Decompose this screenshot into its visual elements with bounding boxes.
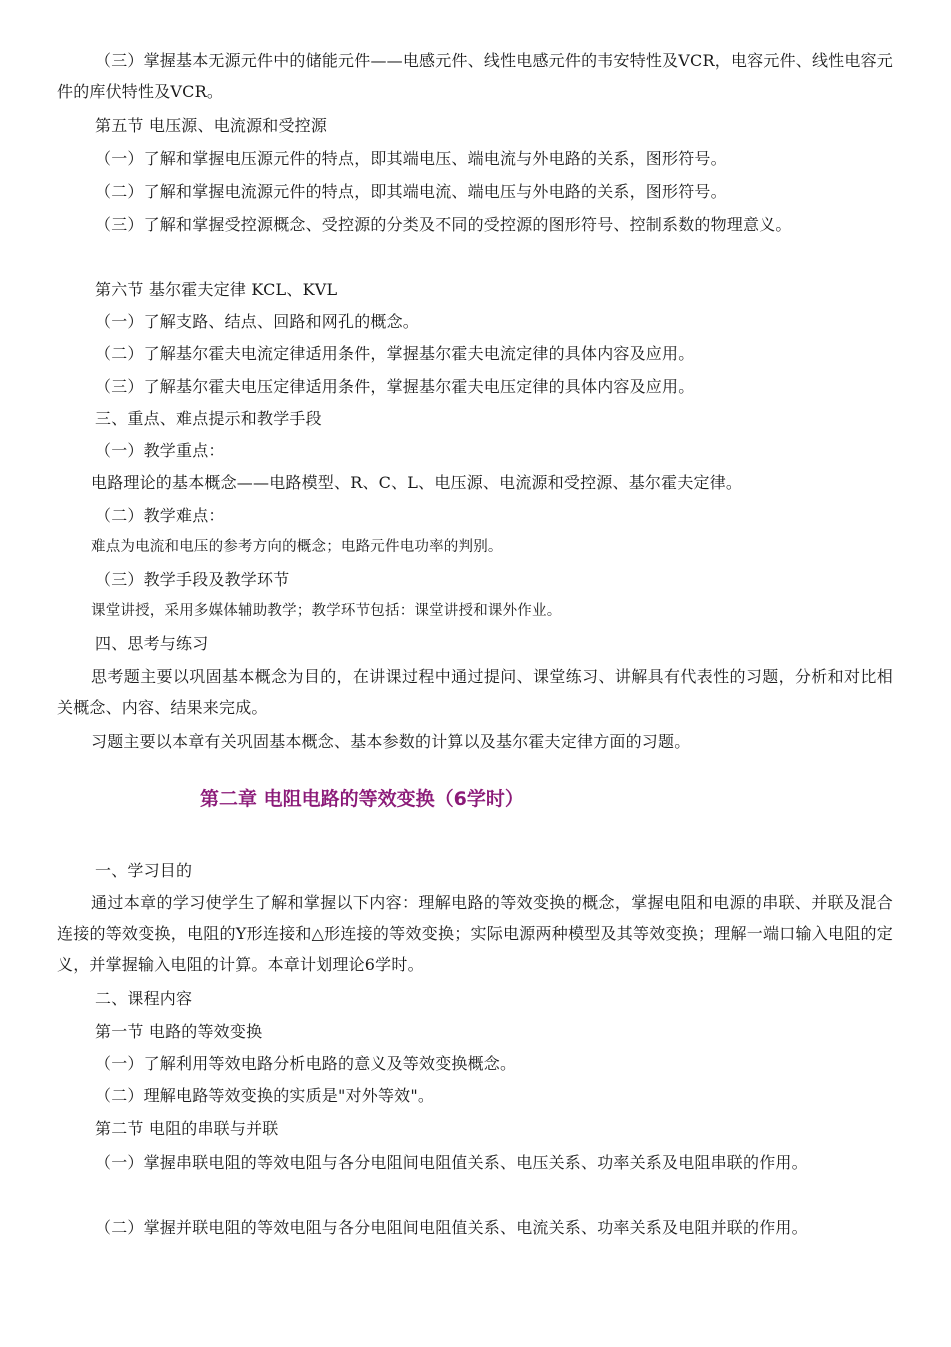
heading-key-points: 三、重点、难点提示和教学手段	[95, 409, 322, 428]
paragraph-equivalent-circuit: （一）了解利用等效电路分析电路的意义及等效变换概念。	[95, 1054, 517, 1073]
section-heading-6: 第六节 基尔霍夫定律 KCL、KVL	[95, 280, 338, 299]
paragraph-teaching-difficulty: 难点为电流和电压的参考方向的概念；电路元件电功率的判别。	[91, 539, 503, 555]
paragraph-exercises: 习题主要以本章有关巩固基本概念、基本参数的计算以及基尔霍夫定律方面的习题。	[91, 732, 691, 751]
paragraph-energy-storage-elements: （三）掌握基本无源元件中的储能元件——电感元件、线性电感元件的韦安特性及VCR，电容元件、线性电容元件的库伏特性及VCR。	[57, 51, 893, 101]
paragraph-branch-node-loop: （一）了解支路、结点、回路和网孔的概念。	[95, 312, 420, 331]
paragraph-series-resistors: （一）掌握串联电阻的等效电阻与各分电阻间电阻值关系、电压关系、功率关系及电阻串联的作用。	[95, 1153, 808, 1172]
chapter-title: 第二章 电阻电路的等效变换（6学时）	[200, 788, 524, 810]
paragraph-current-source: （二）了解和掌握电流源元件的特点，即其端电流、端电压与外电路的关系，图形符号。	[95, 182, 727, 201]
paragraph-learning-objectives: 通过本章的学习使学生了解和掌握以下内容：理解电路的等效变换的概念，掌握电阻和电源的串联、并联及混合连接的等效变换，电阻的Y形连接和△形连接的等效变换；实际电源两种模型及其等效变换；理解一端口输入电阻的定义，并掌握输入电阻的计算。本章计划理论6学时。	[57, 893, 893, 974]
subheading-teaching-difficulty: （二）教学难点：	[95, 506, 225, 525]
paragraph-teaching-focus: 电路理论的基本概念——电路模型、R、C、L、电压源、电流源和受控源、基尔霍夫定律。	[91, 473, 743, 492]
paragraph-kvl: （三）了解基尔霍夫电压定律适用条件，掌握基尔霍夫电压定律的具体内容及应用。	[95, 377, 695, 396]
section-heading-series-parallel: 第二节 电阻的串联与并联	[95, 1119, 279, 1138]
subheading-teaching-methods: （三）教学手段及教学环节	[95, 570, 290, 589]
heading-learning-objectives: 一、学习目的	[95, 861, 193, 880]
section-heading-equivalent-transform: 第一节 电路的等效变换	[95, 1022, 263, 1041]
heading-thinking-practice: 四、思考与练习	[95, 634, 209, 653]
paragraph-voltage-source: （一）了解和掌握电压源元件的特点，即其端电压、端电流与外电路的关系，图形符号。	[95, 149, 727, 168]
paragraph-thinking-questions: 思考题主要以巩固基本概念为目的，在讲课过程中通过提问、课堂练习、讲解具有代表性的习题，分析和对比相关概念、内容、结果来完成。	[57, 667, 893, 717]
section-heading-5: 第五节 电压源、电流源和受控源	[95, 116, 328, 135]
subheading-teaching-focus: （一）教学重点：	[95, 441, 225, 460]
paragraph-teaching-methods: 课堂讲授，采用多媒体辅助教学；教学环节包括：课堂讲授和课外作业。	[91, 603, 562, 619]
paragraph-external-equivalence: （二）理解电路等效变换的实质是"对外等效"。	[95, 1086, 435, 1105]
heading-course-content: 二、课程内容	[95, 989, 193, 1008]
paragraph-controlled-source: （三）了解和掌握受控源概念、受控源的分类及不同的受控源的图形符号、控制系数的物理意义。	[95, 215, 792, 234]
paragraph-parallel-resistors: （二）掌握并联电阻的等效电阻与各分电阻间电阻值关系、电流关系、功率关系及电阻并联的作用。	[95, 1218, 808, 1237]
paragraph-kcl: （二）了解基尔霍夫电流定律适用条件，掌握基尔霍夫电流定律的具体内容及应用。	[95, 344, 695, 363]
